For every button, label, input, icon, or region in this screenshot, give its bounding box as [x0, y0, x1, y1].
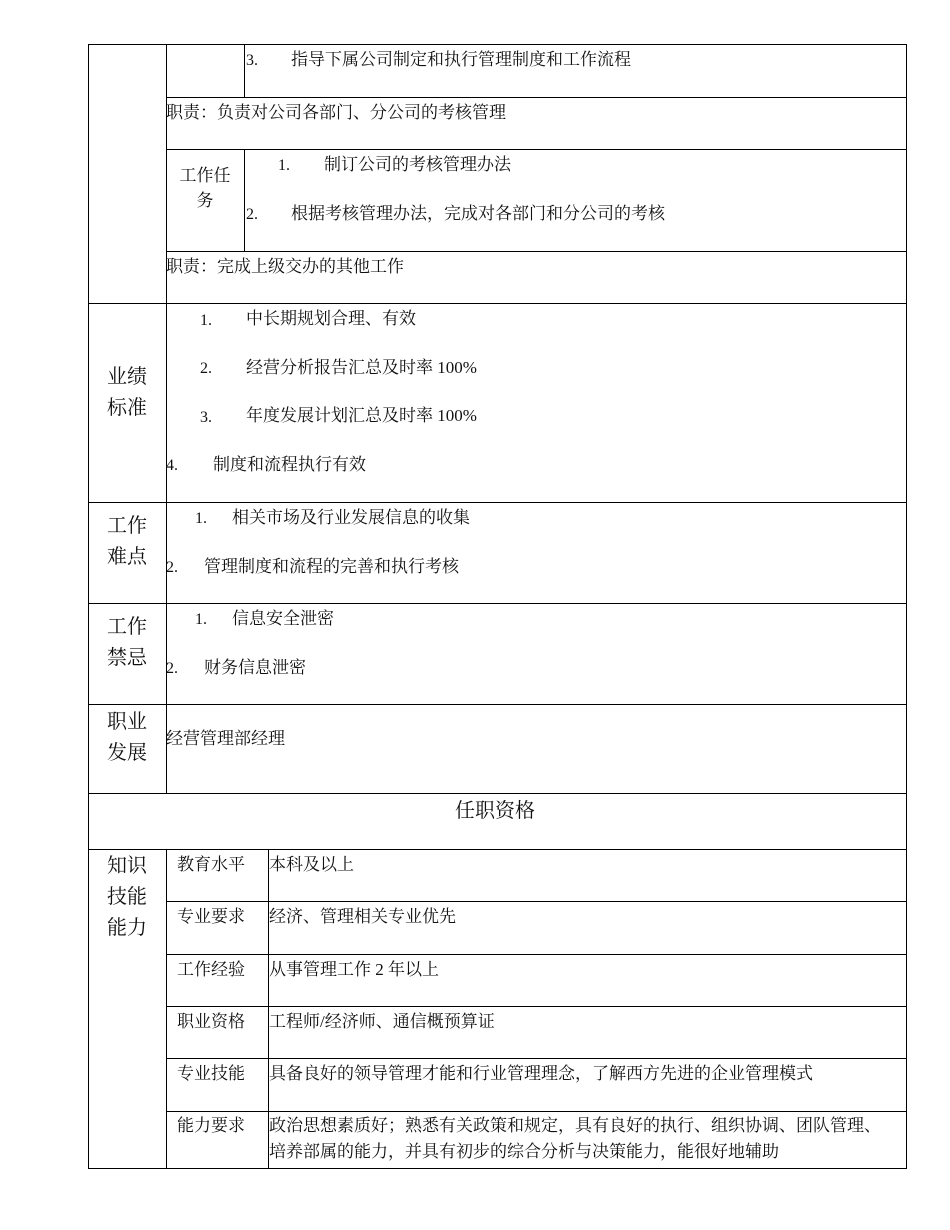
- qualification-row-divider: [166, 901, 907, 902]
- list-number: 1.: [200, 312, 212, 329]
- qualification-key: 教育水平: [177, 855, 245, 874]
- task-label-line: 务: [196, 191, 214, 210]
- performance-item: 经营分析报告汇总及时率 100%: [246, 358, 477, 377]
- task-item-text: 根据考核管理办法，完成对各部门和分公司的考核: [291, 204, 665, 223]
- label-line: 业绩: [107, 366, 147, 388]
- row-divider: [166, 149, 907, 150]
- label-line: 标准: [107, 397, 147, 419]
- qualification-key: 职业资格: [177, 1012, 245, 1031]
- duty-text: 职责：负责对公司各部门、分公司的考核管理: [166, 103, 506, 122]
- qualification-value: 工程师/经济师、通信概预算证: [269, 1012, 495, 1031]
- list-number: 4.: [166, 457, 178, 474]
- qualification-value: 具备良好的领导管理才能和行业管理理念，了解西方先进的企业管理模式: [269, 1064, 813, 1083]
- qualification-value: 从事管理工作 2 年以上: [269, 960, 439, 979]
- qualification-key: 能力要求: [177, 1116, 245, 1135]
- task-column-divider: [244, 149, 245, 251]
- qualification-value: 政治思想素质好；熟悉有关政策和规定，具有良好的执行、组织协调、团队管理、培养部属的能力，并具有初步的综合分析与决策能力，能很好地辅助: [269, 1116, 881, 1161]
- list-number: 1.: [195, 510, 207, 527]
- task-label: [166, 163, 244, 213]
- section-divider: [88, 603, 907, 604]
- label-line: 技能: [107, 886, 147, 908]
- qualification-key: 工作经验: [177, 960, 245, 979]
- label-column-divider: [166, 44, 167, 793]
- qualification-key: 专业技能: [177, 1064, 245, 1083]
- qualification-value: 本科及以上: [269, 855, 354, 874]
- taboo-label: [88, 612, 166, 674]
- duty-text: 职责：完成上级交办的其他工作: [166, 257, 404, 276]
- section-divider: [88, 704, 907, 705]
- knowledge-skills-label: [88, 851, 166, 944]
- label-line: 职业: [107, 711, 147, 733]
- performance-item: 年度发展计划汇总及时率 100%: [246, 406, 477, 425]
- task-item-text: 指导下属公司制定和执行管理制度和工作流程: [291, 50, 631, 69]
- label-line: 难点: [107, 546, 147, 568]
- section-divider: [88, 793, 907, 794]
- list-number: 2.: [200, 360, 212, 377]
- label-line: 知识: [107, 855, 147, 877]
- task-item-text: 制订公司的考核管理办法: [324, 155, 511, 174]
- qualification-row-divider: [166, 1058, 907, 1059]
- section-divider: [88, 849, 907, 850]
- list-number: 1.: [195, 611, 207, 628]
- section-divider: [88, 303, 907, 304]
- qualification-key: 专业要求: [177, 907, 245, 926]
- label-line: 发展: [107, 742, 147, 764]
- qualification-value: 经济、管理相关专业优先: [269, 907, 456, 926]
- performance-item: 制度和流程执行有效: [213, 455, 366, 474]
- taboo-item: 信息安全泄密: [232, 609, 334, 628]
- performance-label: [88, 362, 166, 424]
- difficulty-label: [88, 511, 166, 573]
- qualification-row-divider: [166, 954, 907, 955]
- qualification-row-divider: [166, 1006, 907, 1007]
- label-line: 工作: [107, 515, 147, 537]
- career-value: 经营管理部经理: [166, 729, 285, 748]
- label-line: 禁忌: [107, 647, 147, 669]
- task-label-line: 工作任: [179, 166, 231, 185]
- task-column-divider-top: [244, 44, 245, 97]
- taboo-item: 财务信息泄密: [204, 658, 306, 677]
- qualification-row-divider: [166, 1111, 907, 1112]
- list-number: 1.: [278, 157, 290, 174]
- row-divider: [166, 251, 907, 252]
- label-line: 工作: [107, 616, 147, 638]
- list-number: 2.: [246, 206, 258, 223]
- label-column-divider-lower: [166, 849, 167, 1169]
- list-number: 3.: [200, 409, 212, 426]
- section-divider: [88, 502, 907, 503]
- row-divider: [166, 97, 907, 98]
- career-label: [88, 707, 166, 769]
- list-number: 2.: [166, 660, 178, 677]
- list-number: 3.: [246, 52, 258, 69]
- difficulty-item: 管理制度和流程的完善和执行考核: [204, 557, 459, 576]
- label-line: 能力: [107, 917, 147, 939]
- qualification-title: 任职资格: [455, 800, 535, 822]
- list-number: 2.: [166, 559, 178, 576]
- performance-item: 中长期规划合理、有效: [246, 309, 416, 328]
- difficulty-item: 相关市场及行业发展信息的收集: [232, 508, 470, 527]
